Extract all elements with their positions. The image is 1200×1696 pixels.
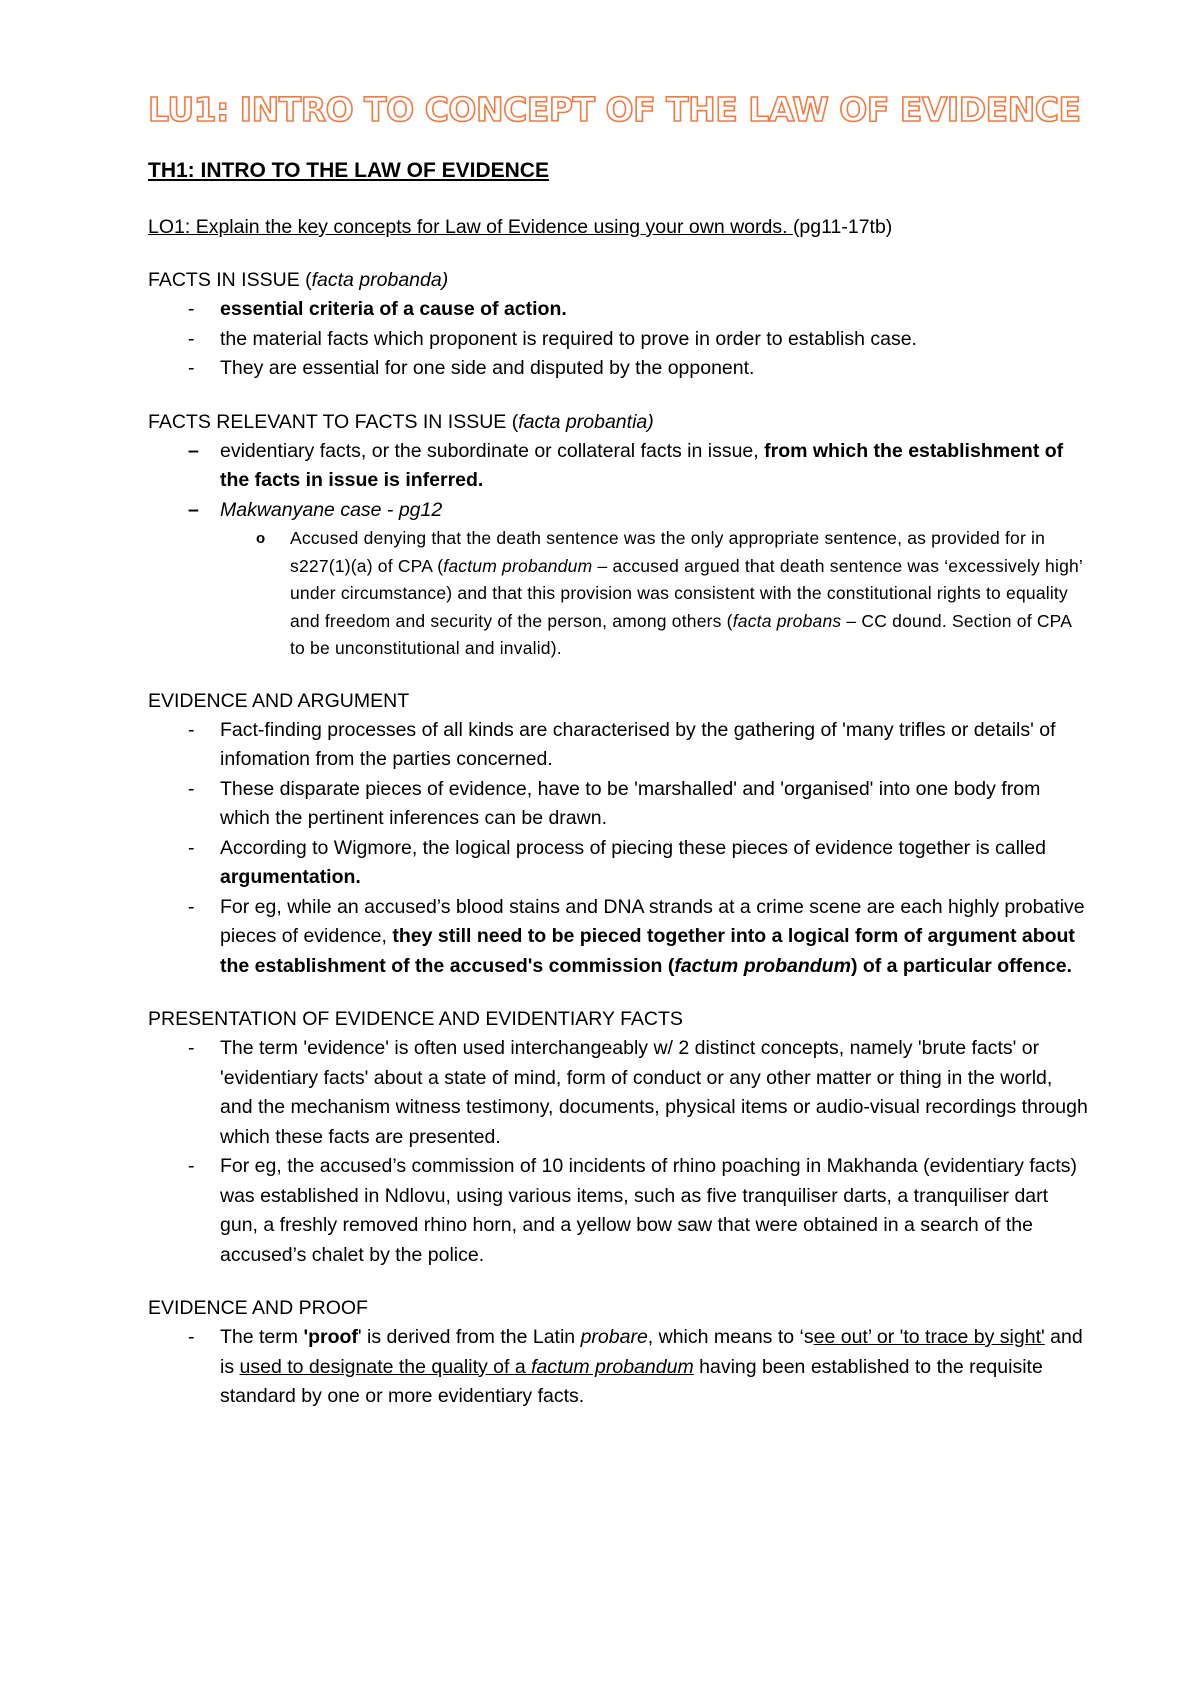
- heading-latin: facta probantia): [518, 410, 654, 433]
- sub-latin: factum probandum: [443, 555, 593, 576]
- section-evidence-argument: [148, 687, 1088, 982]
- bullet-underline: used to designate the quality of a: [239, 1355, 532, 1378]
- bullet-text: ' is derived from the Latin: [357, 1326, 581, 1348]
- section-heading: EVIDENCE AND ARGUMENT: [148, 689, 410, 712]
- sub-latin: facta probans: [732, 610, 842, 631]
- sub-list: [220, 525, 1088, 663]
- sub-list-item: [290, 525, 1088, 663]
- list-item: [220, 437, 1088, 496]
- learning-outcome: [148, 212, 1088, 242]
- sub-text: – CC dound. Section of CPA to be unconstitutional and invalid).: [290, 610, 1072, 658]
- bullet-text: having been established to the requisite standard by one or more evidentiary facts.: [220, 1355, 1043, 1407]
- bullet-text: and is: [220, 1326, 1083, 1378]
- list-item: - The term 'evidence' is often used interchangeably w/ 2 distinct concepts, namely 'brute facts' or 'evidentiary facts' about a state of mind, form of conduct or any other matter or thing in the world, and the mechanism witness testimony, documents, physical items or audio-visual recordings through which these facts are presented.: [220, 1034, 1088, 1152]
- bullet-text: For eg, while an accused’s blood stains and DNA strands at a crime scene are each highly probative pieces of evidence,: [220, 895, 1085, 947]
- bullet-list: [148, 437, 1088, 663]
- bullet-underline: ee out’ or 'to trace by sight': [813, 1326, 1045, 1348]
- bullet-text: According to Wigmore, the logical process of piecing these pieces of evidence together is called: [220, 836, 1046, 859]
- bullet-emphasis: from which the establishment of the facts in issue is inferred.: [220, 439, 1064, 491]
- heading-text: FACTS IN ISSUE (: [148, 269, 312, 291]
- section-heading: [148, 408, 1088, 437]
- list-item: [220, 295, 1088, 325]
- bullet-text: , which means to ‘s: [647, 1326, 814, 1348]
- bullet-text: essential criteria of a cause of action.: [220, 298, 567, 320]
- learning-outcome-text: LO1: Explain the key concepts for Law of Evidence using your own words.: [148, 216, 793, 238]
- bullet-list: [148, 295, 1088, 384]
- list-item: [220, 496, 1088, 663]
- sub-text: Accused denying that the death sentence was the only appropriate sentence, as provided for in s227(1)(a) of CPA (: [290, 528, 1046, 576]
- list-item: - Fact-finding processes of all kinds are characterised by the gathering of 'many trifles or details' of infomation from the parties concerned.: [220, 716, 1088, 775]
- bullet-emphasis: they still need to be pieced together into a logical form of argument about the establishment of the accused's commission (: [220, 925, 1075, 977]
- section-presentation: [148, 1005, 1088, 1270]
- document-title: LU1: INTRO TO CONCEPT OF THE LAW OF EVIDENCE: [148, 90, 1081, 129]
- list-item: - the material facts which proponent is required to prove in order to establish case.: [220, 325, 1088, 355]
- bullet-latin: probare: [580, 1326, 648, 1348]
- section-evidence-proof: [148, 1294, 1088, 1412]
- document-body: [148, 88, 1088, 1436]
- section-heading: EVIDENCE AND PROOF: [148, 1297, 368, 1319]
- list-item: - These disparate pieces of evidence, have to be 'marshalled' and 'organised' into one body from which the pertinent inferences can be drawn.: [220, 775, 1088, 834]
- section-facts-relevant: [148, 408, 1088, 663]
- bullet-latin: factum probandum: [531, 1355, 694, 1378]
- section-heading: [148, 266, 1088, 295]
- bullet-text: The term: [220, 1326, 304, 1348]
- list-item: [220, 1323, 1088, 1412]
- bullet-list: [148, 1034, 1088, 1270]
- bullet-text: evidentiary facts, or the subordinate or collateral facts in issue,: [220, 439, 765, 462]
- heading-latin: facta probanda): [311, 269, 449, 291]
- learning-outcome-ref: (pg11-17tb): [792, 216, 893, 238]
- case-reference: Makwanyane case - pg12: [220, 498, 443, 521]
- list-item: - For eg, the accused’s commission of 10 incidents of rhino poaching in Makhanda (evidentiary facts) was established in Ndlovu, using various items, such as five tranquiliser darts, a tranquiliser dart gun, a freshly removed rhino horn, and a yellow bow saw that were obtained in a search of the accused’s chalet by the police.: [220, 1152, 1088, 1270]
- heading-text: FACTS RELEVANT TO FACTS IN ISSUE (: [148, 410, 519, 433]
- bullet-latin: factum probandum: [674, 954, 851, 977]
- bullet-list: [148, 1323, 1088, 1412]
- sub-text: – accused argued that death sentence was ‘excessively high’ under circumstance) and that this provision was consistent with the constitutional rights to equality and freedom and security of the person, among others (: [290, 555, 1083, 631]
- list-item: [220, 893, 1088, 982]
- section-facts-in-issue: [148, 266, 1088, 384]
- bullet-emphasis: 'proof: [303, 1326, 358, 1348]
- topic-heading: TH1: INTRO TO THE LAW OF EVIDENCE: [148, 159, 549, 182]
- section-heading: PRESENTATION OF EVIDENCE AND EVIDENTIARY FACTS: [148, 1008, 683, 1030]
- bullet-emphasis: argumentation.: [220, 866, 361, 888]
- bullet-list: [148, 716, 1088, 982]
- bullet-emphasis: ) of a particular offence.: [850, 954, 1072, 977]
- list-item: [220, 834, 1088, 893]
- list-item: - They are essential for one side and disputed by the opponent.: [220, 354, 1088, 384]
